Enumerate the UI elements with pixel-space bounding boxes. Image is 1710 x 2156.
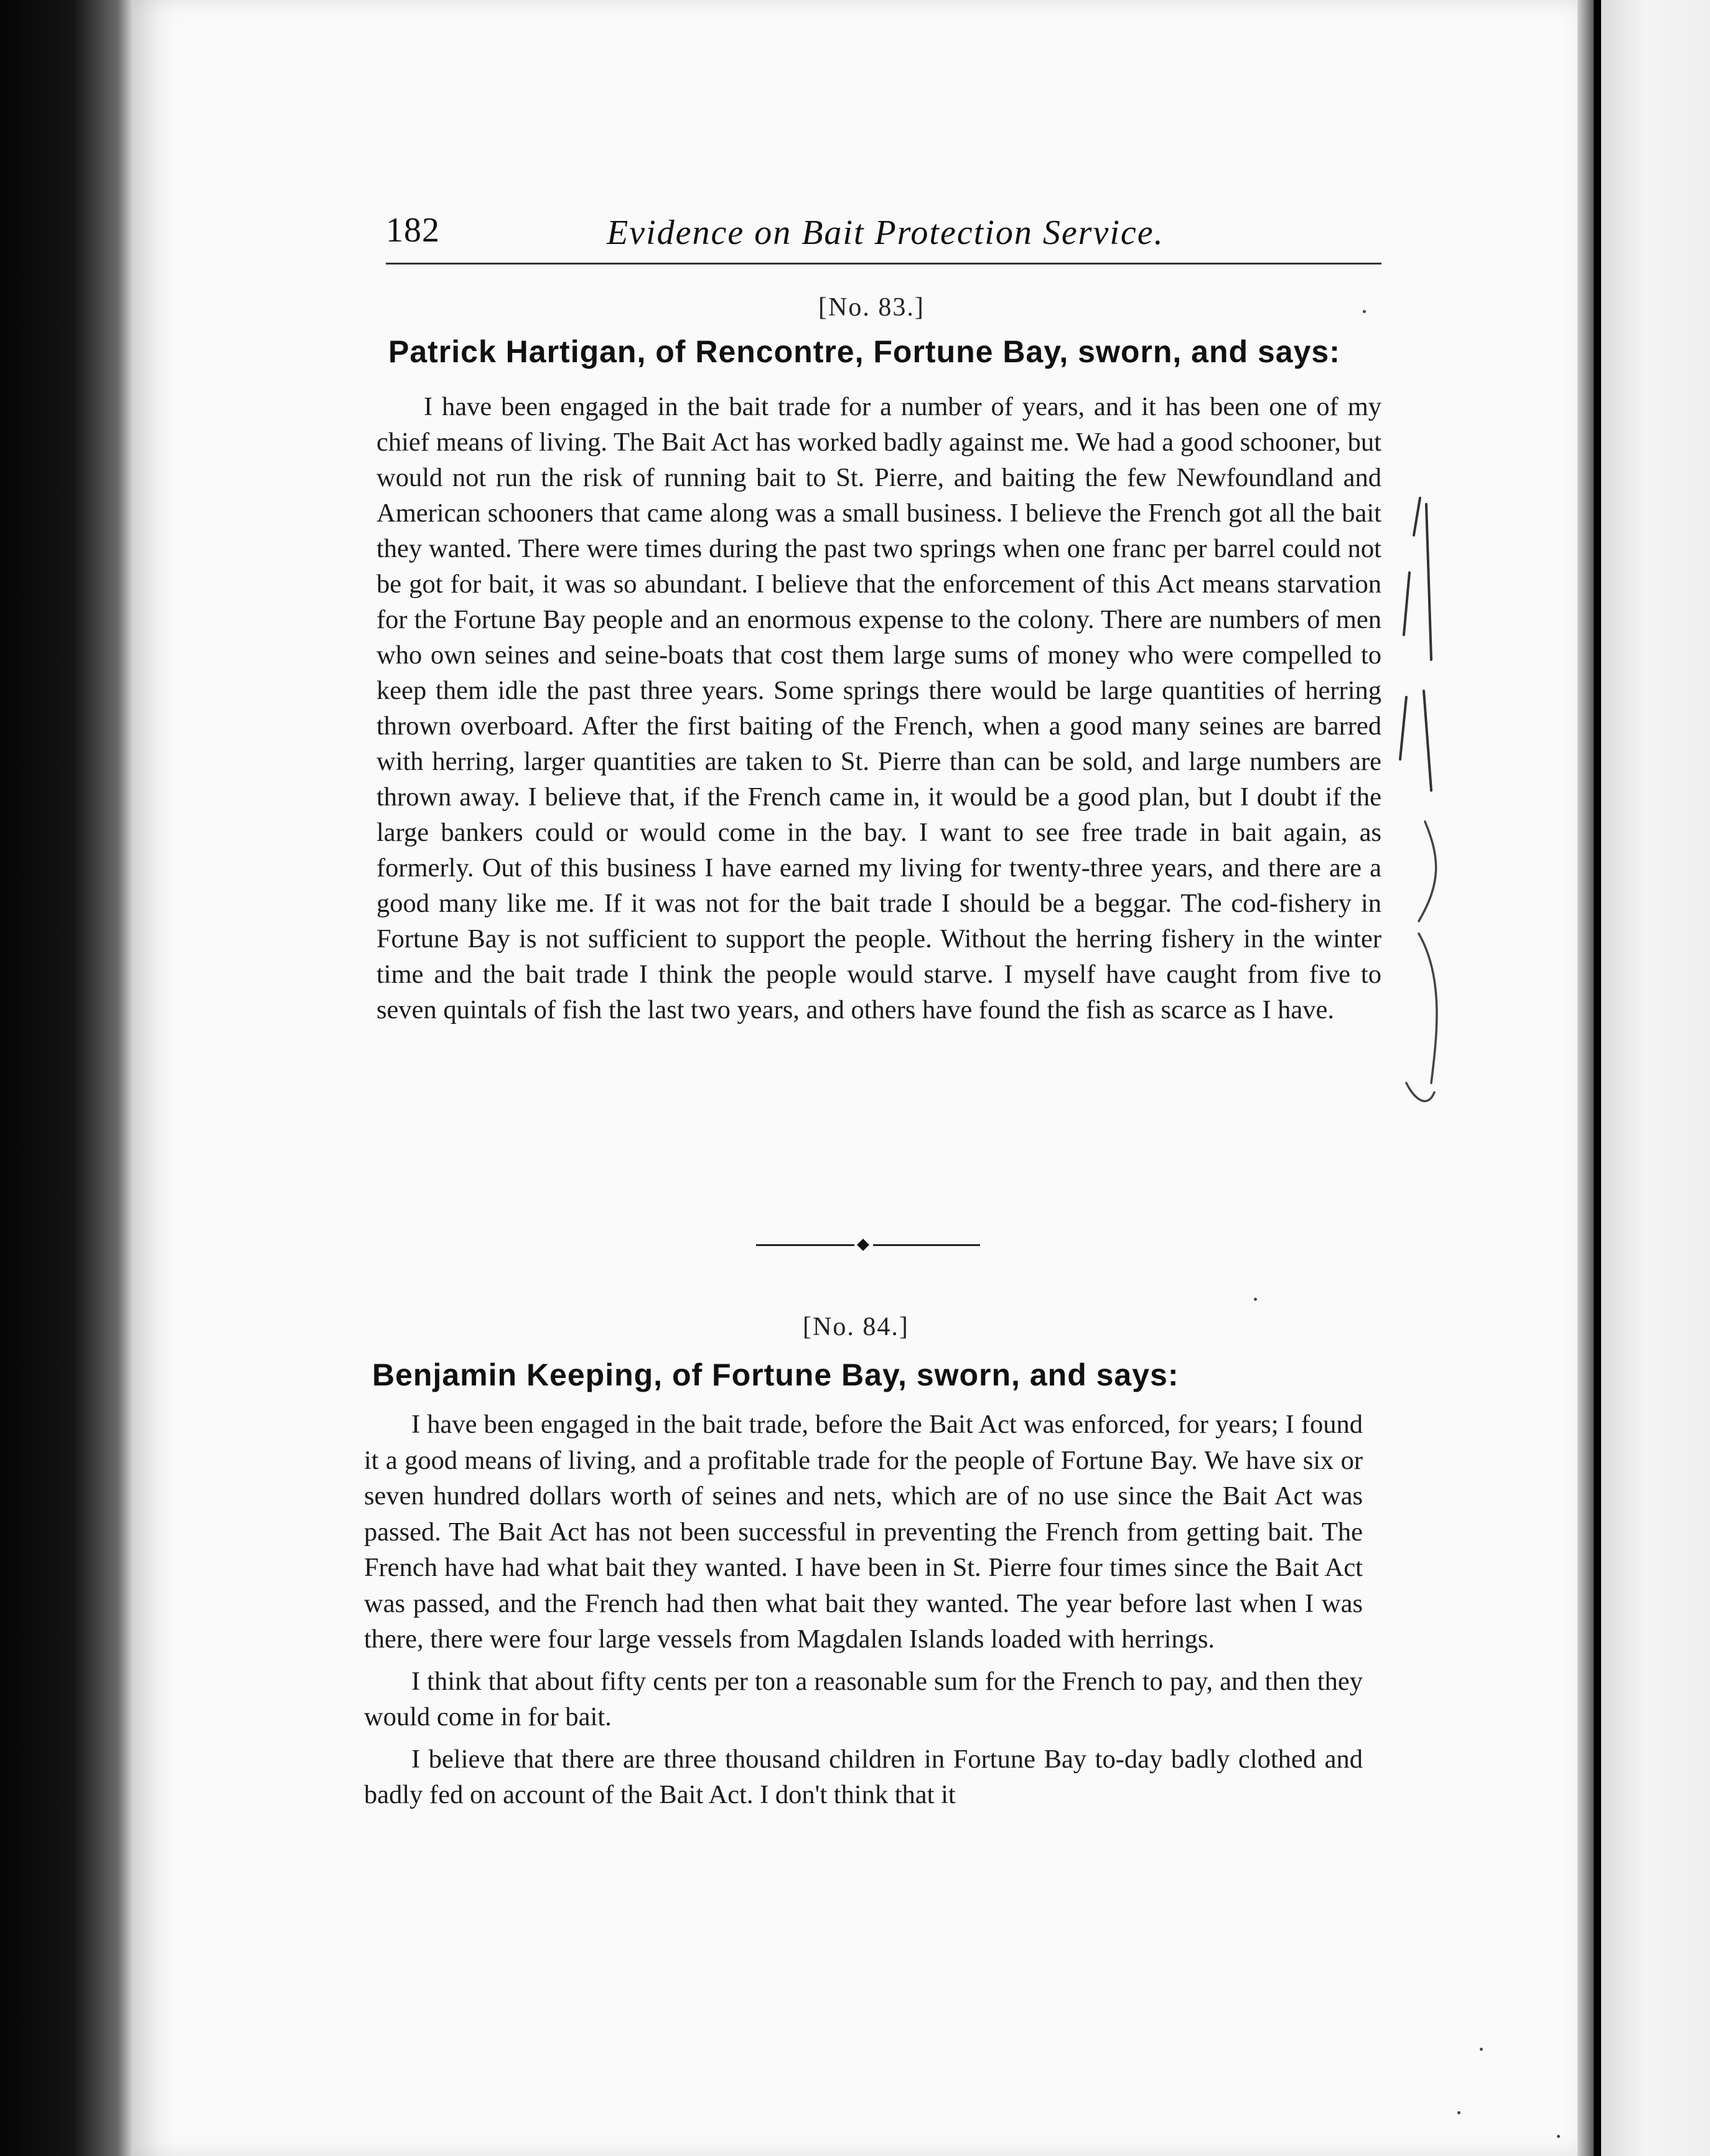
section-separator	[756, 1239, 980, 1251]
print-speck	[1254, 1298, 1257, 1301]
running-title: Evidence on Bait Protection Service.	[607, 213, 1164, 252]
header-rule	[386, 263, 1381, 265]
paragraph: I have been engaged in the bait trade, before the Bait Act was enforced, for years; I found it a good means of living, and a profitable trade for the people of Fortune Bay. We have six or seven hundred dollars worth of seines and nets, which are of no use since the Bait Act was passed. The Bait Act has not been successful in preventing the French from getting bait. The French have had what bait they wanted. I have been in St. Pierre four times since the Bait Act was passed, and the French had then what bait they wanted. The year before last when I was there, there were four large vessels from Magdalen Islands loaded with herrings.	[364, 1410, 1363, 1654]
paragraph: I think that about fifty cents per ton a reasonable sum for the French to pay, and then they would come in for bait.	[364, 1666, 1363, 1732]
book-spine-shadow-left	[0, 0, 134, 2156]
entry-body-84	[364, 1407, 1363, 1819]
entry-number-83: [No. 83.]	[818, 293, 925, 322]
running-head	[386, 210, 1381, 260]
paragraph: I have been engaged in the bait trade for a number of years, and it has been one of my chief means of living. The Bait Act has worked badly against me. We had a good schooner, but would not run the risk of running bait to St. Pierre, and baiting the few Newfoundland and American schooners that came along was a small business. I believe the French got all the bait they wanted. There were times during the past two springs when one franc per barrel could not be got for bait, it was so abundant. I believe that the enforcement of this Act means starvation for the Fortune Bay people and an enormous expense to the colony. There are numbers of men who own seines and seine-boats that cost them large sums of money who were compelled to keep them idle the past three years. Some springs there would be large quantities of herring thrown overboard. After the first baiting of the French, when a good many seines are barred with herring, larger quantities are taken to St. Pierre than can be sold, and large numbers are thrown away. I believe that, if the French came in, it would be a good plan, but I doubt if the large bankers could or would come in the bay. I want to see free trade in bait again, as formerly. Out of this business I have earned my living for twenty-three years, and there are a good many like me. If it was not for the bait trade I should be a beggar. The cod-fishery in Fortune Bay is not sufficient to support the people. Without the herring fishery in the winter time and the bait trade I think the people would starve. I myself have caught from five to seven quintals of fish the last two years, and others have found the fish as scarce as I have.	[376, 392, 1381, 1024]
paragraph: I believe that there are three thousand children in Fortune Bay to-day badly clothed and badly fed on account of the Bait Act. I don't think that it	[364, 1744, 1363, 1809]
print-speck	[1363, 310, 1366, 313]
page-number: 182	[386, 211, 440, 250]
margin-pencil-marks	[1381, 485, 1456, 1139]
entry-heading-83: Patrick Hartigan, of Rencontre, Fortune Bay, sworn, and says:	[388, 334, 1340, 369]
print-speck	[1457, 2111, 1460, 2114]
print-speck	[1557, 2135, 1560, 2138]
entry-heading-84: Benjamin Keeping, of Fortune Bay, sworn, and says:	[372, 1357, 1179, 1392]
print-speck	[1480, 2048, 1483, 2051]
entry-number-84: [No. 84.]	[803, 1313, 909, 1341]
adjacent-page-edge	[1601, 0, 1710, 2156]
page-edge-shadow-right	[1577, 0, 1594, 2156]
book-gutter	[1594, 0, 1601, 2156]
entry-body-83	[376, 389, 1381, 1034]
document-page	[134, 0, 1593, 2156]
